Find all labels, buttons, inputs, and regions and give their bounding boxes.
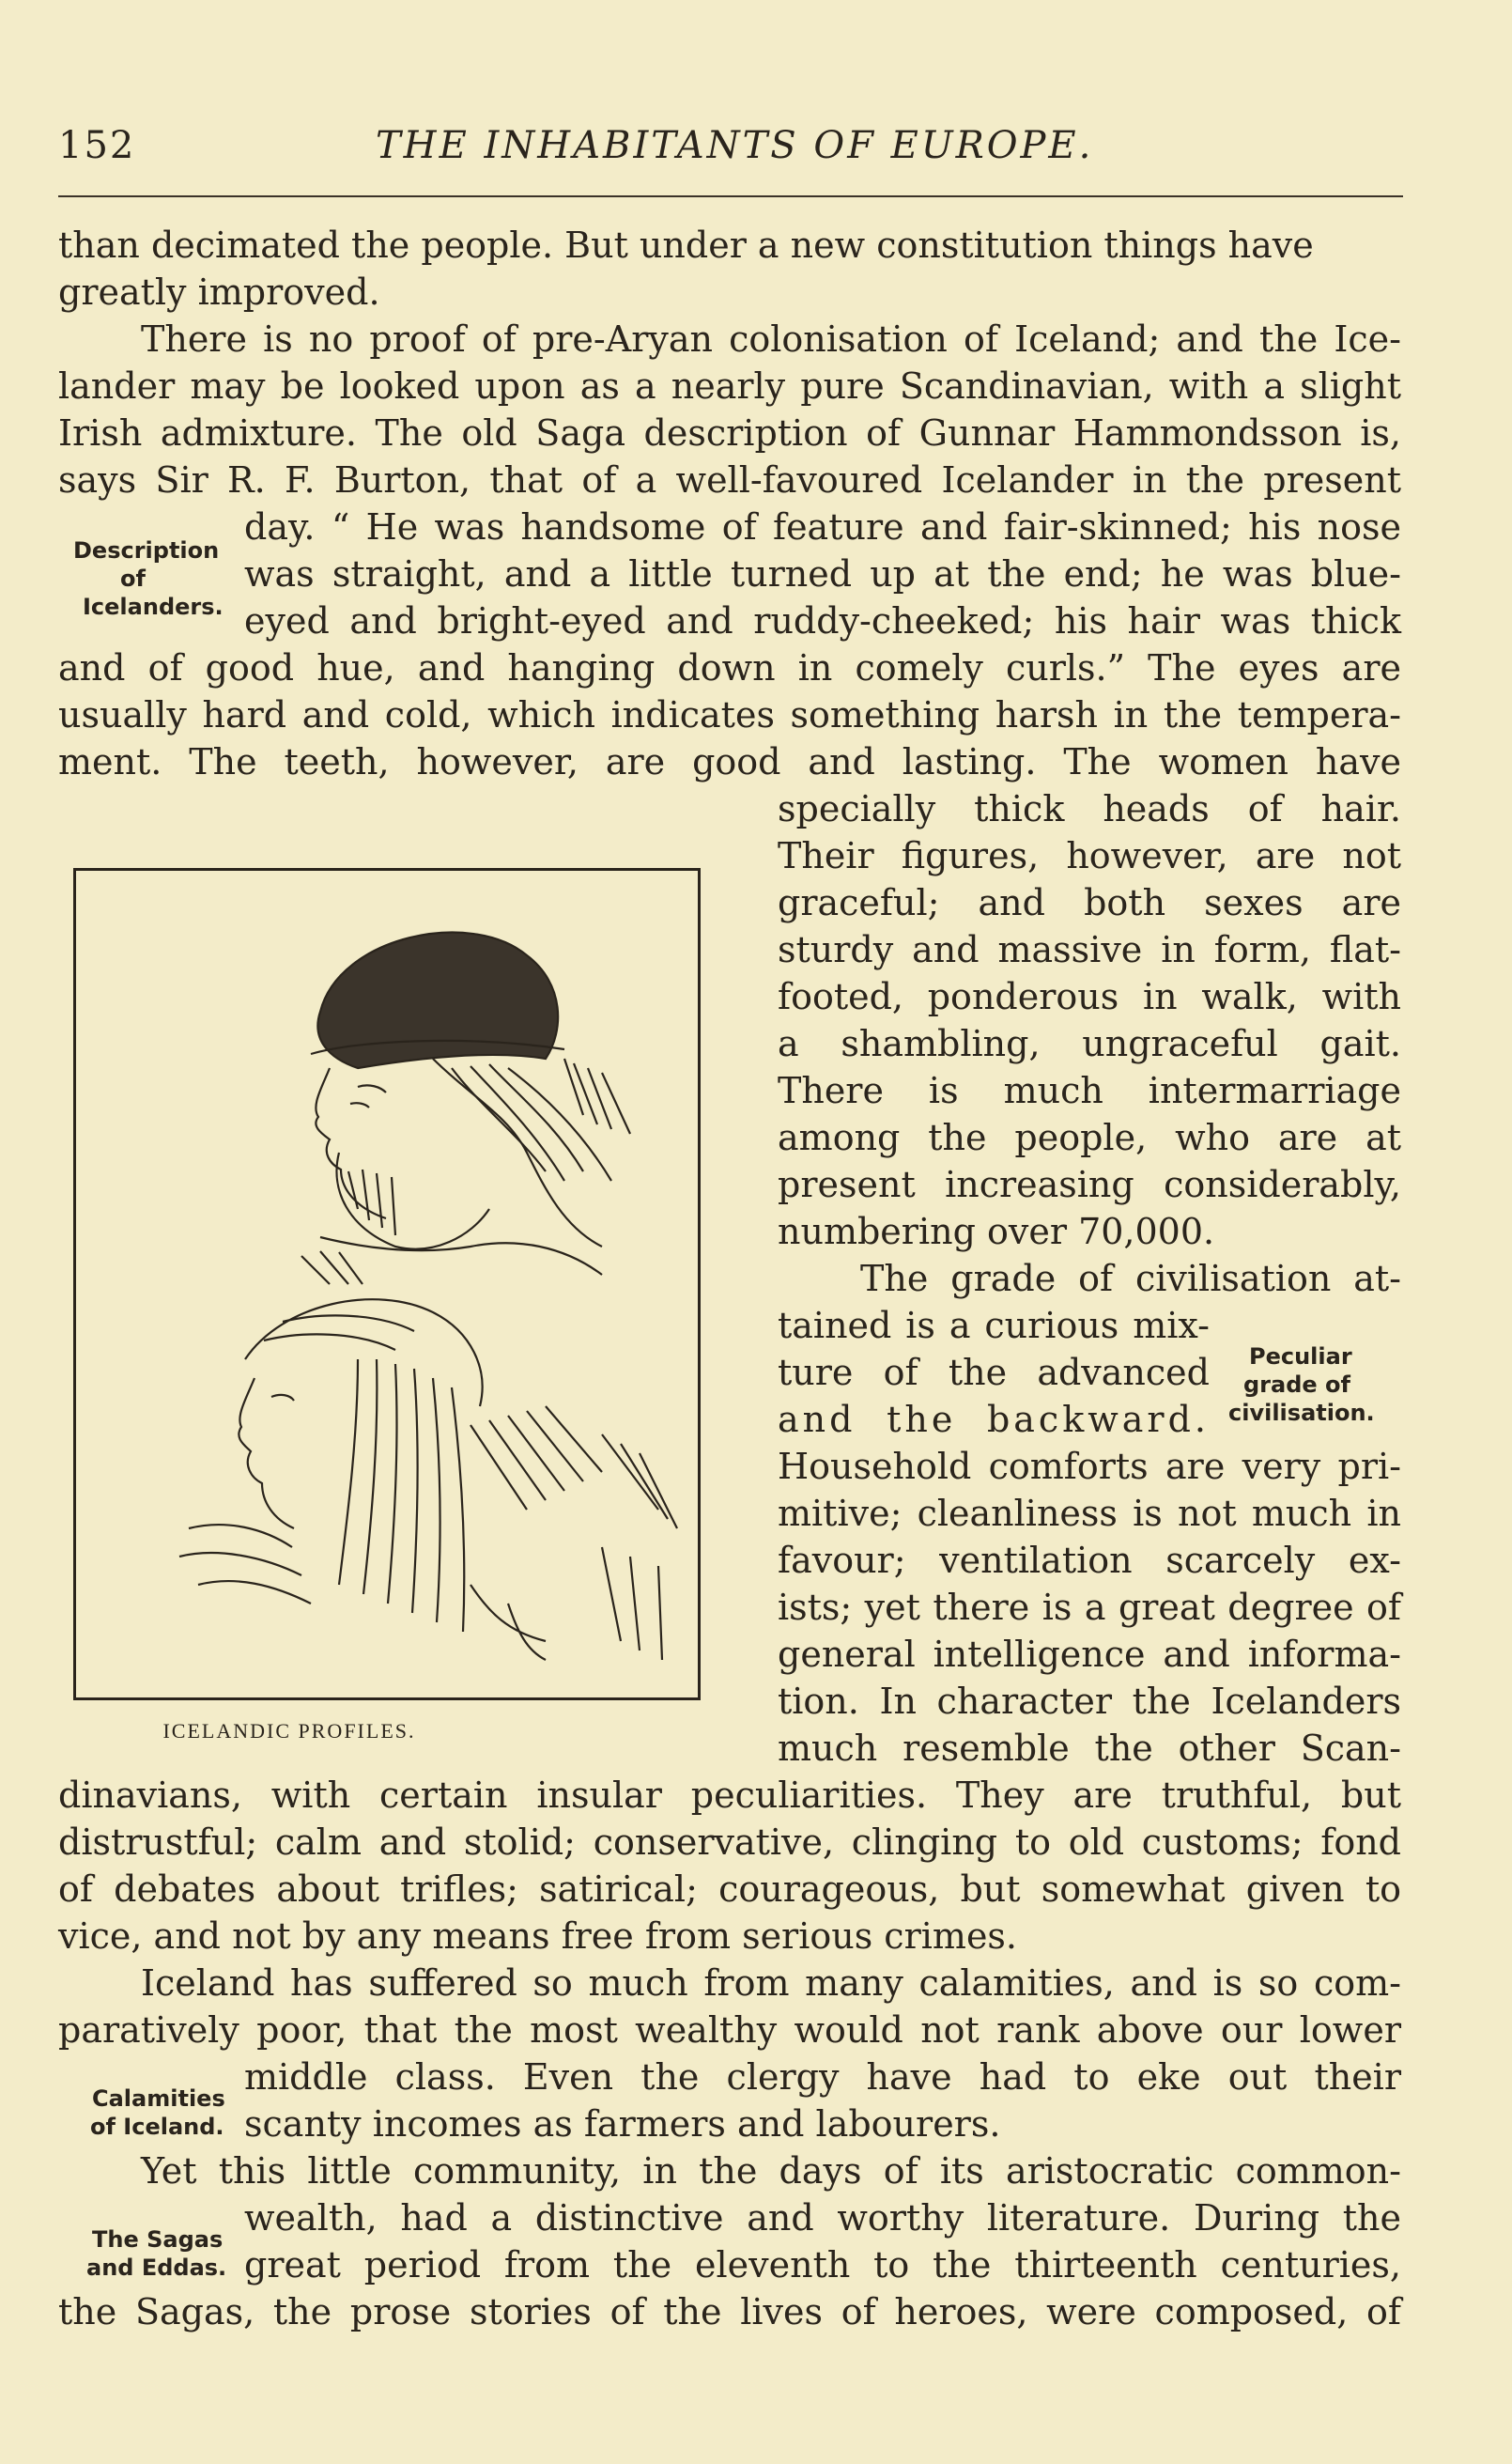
text-line: day. “ He was handsome of feature and fair-skinned; his nose <box>244 506 1401 548</box>
text-line: was straight, and a little turned up at the end; he was blue- <box>244 553 1401 595</box>
text-line: distrustful; calm and stolid; conservative, clinging to old customs; fond <box>58 1821 1401 1863</box>
text-line: lander may be looked upon as a nearly pure Scandinavian, with a slight <box>58 365 1401 407</box>
margin-note-civilisation: civilisation. <box>1228 1400 1375 1426</box>
margin-note-sagas: The Sagas <box>92 2226 224 2253</box>
text-line: Irish admixture. The old Saga description of Gunnar Hammondsson is, <box>58 412 1401 454</box>
text-line: says Sir R. F. Burton, that of a well-favoured Icelander in the present <box>58 459 1401 501</box>
margin-note-calamities: of Iceland. <box>90 2114 224 2140</box>
text-line: general intelligence and informa- <box>778 1634 1401 1675</box>
header-rule <box>58 195 1403 197</box>
text-line: footed, ponderous in walk, with <box>778 976 1401 1017</box>
text-line: favour; ventilation scarcely ex- <box>778 1540 1401 1581</box>
text-line: much resemble the other Scan- <box>778 1728 1401 1769</box>
text-line: ists; yet there is a great degree of <box>778 1587 1401 1628</box>
text-line: present increasing considerably, <box>778 1164 1401 1205</box>
margin-note-civilisation: Peculiar <box>1249 1343 1352 1370</box>
margin-note-description: of <box>120 566 146 592</box>
icelandic-profiles-drawing <box>76 871 698 1697</box>
text-line: sturdy and massive in form, flat- <box>778 929 1401 970</box>
text-line: tained is a curious mix- <box>778 1305 1210 1346</box>
text-line: Household comforts are very pri- <box>778 1446 1401 1487</box>
text-line: mitive; cleanliness is not much in <box>778 1493 1401 1534</box>
text-line: numbering over 70,000. <box>778 1211 1215 1252</box>
margin-note-description: Icelanders. <box>83 594 224 620</box>
text-line: and the backward. <box>778 1399 1210 1440</box>
text-line: wealth, had a distinctive and worthy literature. During the <box>244 2197 1401 2239</box>
text-line: tion. In character the Icelanders <box>778 1681 1401 1722</box>
text-line: dinavians, with certain insular peculiarities. They are truthful, but <box>58 1774 1401 1816</box>
text-line: a shambling, ungraceful gait. <box>778 1023 1401 1064</box>
text-line: ment. The teeth, however, are good and lasting. The women have <box>58 741 1401 783</box>
margin-note-calamities: Calamities <box>92 2085 225 2112</box>
text-line: ture of the advanced <box>778 1352 1210 1393</box>
text-line: There is much intermarriage <box>778 1070 1401 1111</box>
figure-caption: ICELANDIC PROFILES. <box>162 1719 416 1743</box>
figure-illustration <box>73 868 701 1700</box>
text-line: than decimated the people. But under a new constitution things have <box>58 225 1314 266</box>
running-title: THE INHABITANTS OF EUROPE. <box>376 124 1094 167</box>
text-line: Their figures, however, are not <box>778 835 1401 876</box>
text-line: usually hard and cold, which indicates something harsh in the tempera- <box>58 694 1401 736</box>
page-number: 152 <box>58 124 136 167</box>
text-line: graceful; and both sexes are <box>778 882 1401 923</box>
margin-note-sagas: and Eddas. <box>86 2255 227 2281</box>
text-line: and of good hue, and hanging down in comely curls.” The eyes are <box>58 647 1401 689</box>
text-line: There is no proof of pre-Aryan colonisation of Iceland; and the Ice- <box>141 318 1401 360</box>
text-line: paratively poor, that the most wealthy would not rank above our lower <box>58 2009 1401 2051</box>
margin-note-description: Description <box>73 537 220 564</box>
text-line: eyed and bright-eyed and ruddy-cheeked; his hair was thick <box>244 600 1401 642</box>
text-line: greatly improved. <box>58 271 380 313</box>
text-line: Yet this little community, in the days of its aristocratic common- <box>141 2150 1401 2192</box>
text-line: great period from the eleventh to the thirteenth centuries, <box>244 2244 1401 2286</box>
text-line: the Sagas, the prose stories of the lives of heroes, were composed, of <box>58 2291 1401 2332</box>
text-line: among the people, who are at <box>778 1117 1401 1158</box>
text-line: middle class. Even the clergy have had to eke out their <box>244 2056 1401 2098</box>
text-line: of debates about trifles; satirical; courageous, but somewhat given to <box>58 1868 1401 1910</box>
text-line: Iceland has suffered so much from many calamities, and is so com- <box>141 1962 1401 2004</box>
text-line: The grade of civilisation at- <box>860 1258 1401 1299</box>
text-line: specially thick heads of hair. <box>778 788 1401 829</box>
text-line: scanty incomes as farmers and labourers. <box>244 2103 1001 2145</box>
text-line: vice, and not by any means free from serious crimes. <box>58 1915 1018 1957</box>
margin-note-civilisation: grade of <box>1243 1371 1350 1398</box>
